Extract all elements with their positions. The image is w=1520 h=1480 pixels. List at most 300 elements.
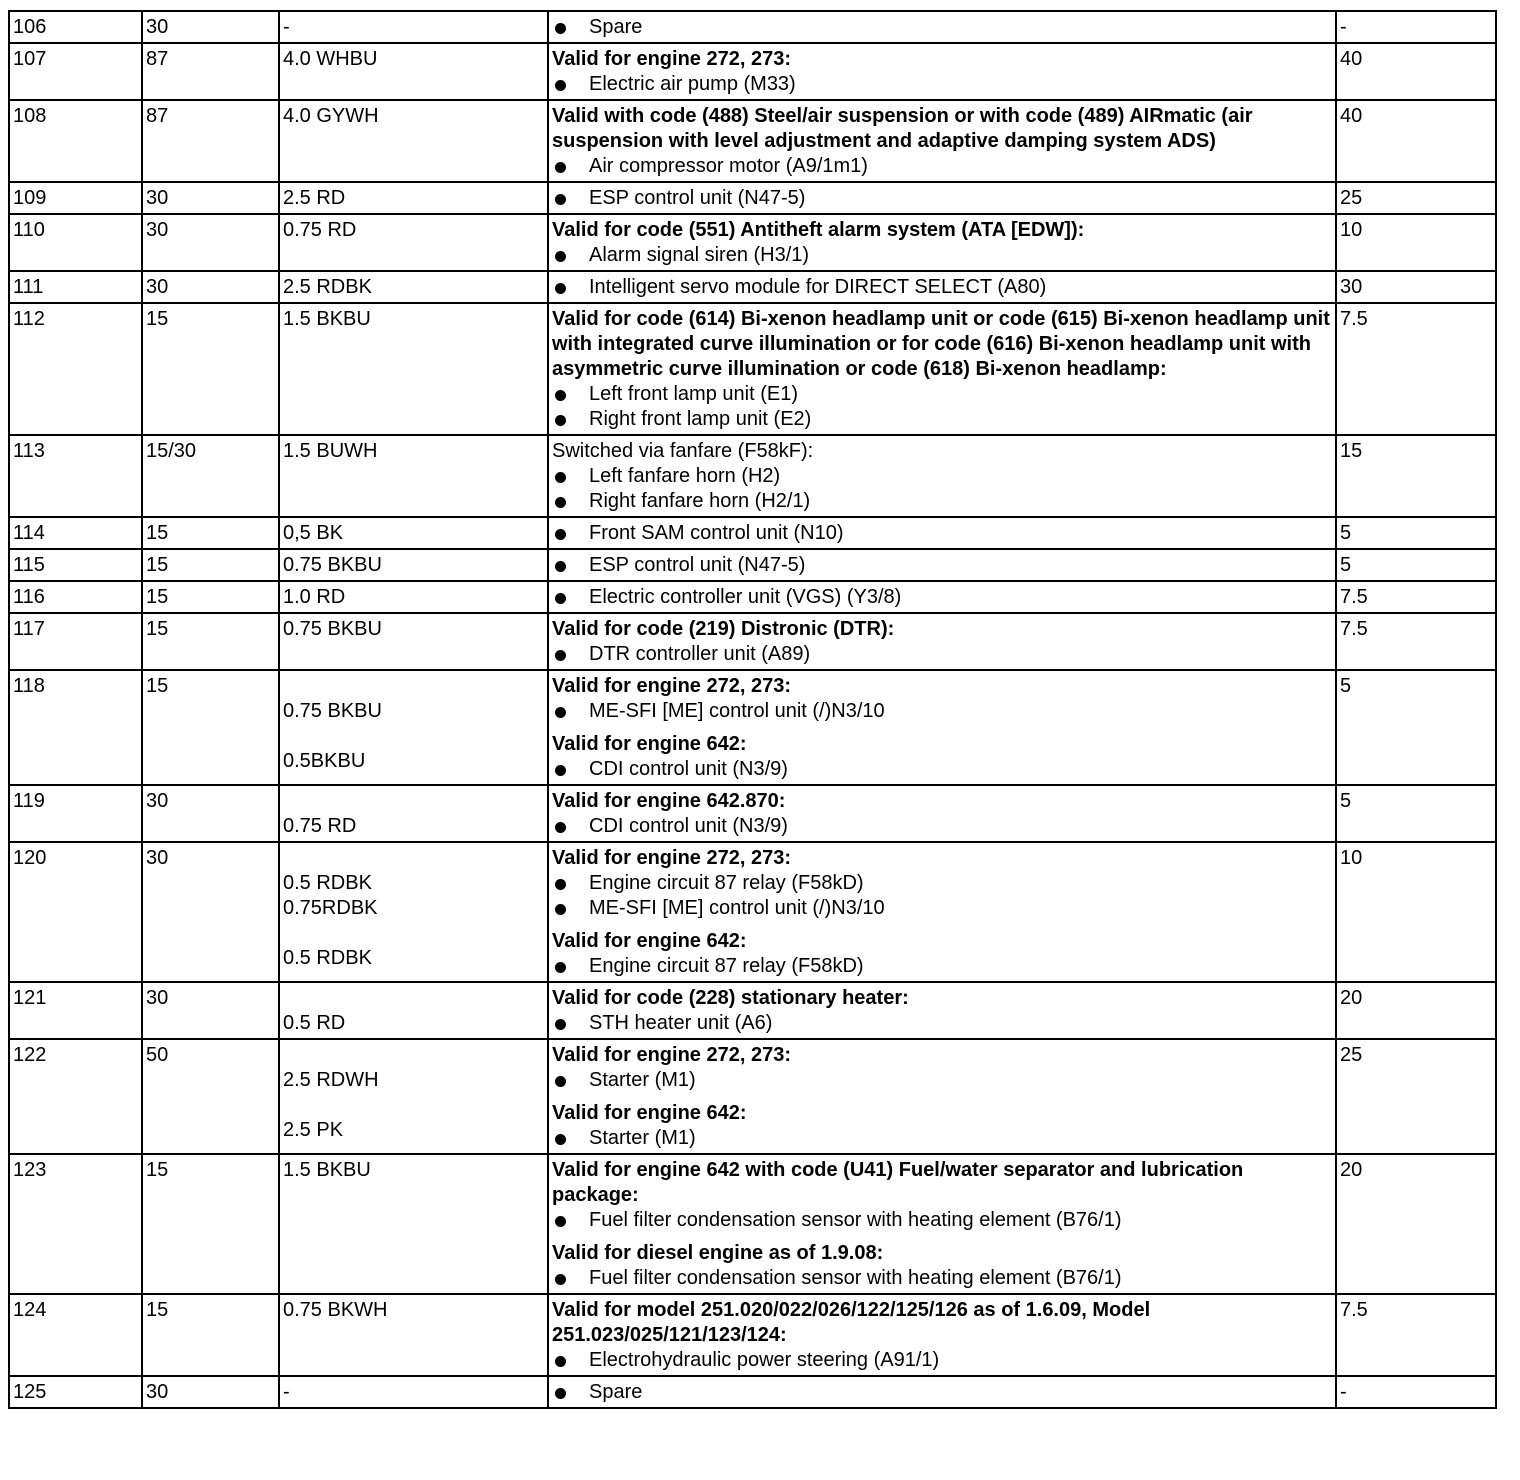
wire-spec: - [283,1381,290,1403]
component-label: Engine circuit 87 relay (F58kD) [589,955,864,977]
fuse-rating: 30 [1340,276,1363,298]
bullet-icon [555,1019,566,1030]
fuse-number: 120 [13,847,47,869]
terminal-value: 30 [146,987,169,1009]
wire-cell [279,1039,548,1154]
terminal-value: 15 [146,586,169,608]
fuse-rating: 5 [1340,790,1352,812]
wire-spec: 0.75 BKBU [283,554,382,576]
description-cell [548,1294,1336,1376]
fuse-number: 112 [13,308,45,330]
component-item [552,382,1331,407]
wire-cell [279,1294,548,1376]
fuse-rating: 40 [1340,105,1363,127]
validity-heading: Valid for engine 642: [552,930,747,952]
fuse-rating: - [1340,1381,1347,1403]
wire-spec [283,1043,543,1068]
terminal-value: 30 [146,219,169,241]
terminal-cell [142,43,279,100]
bullet-icon [555,561,566,572]
bullet-icon [555,23,566,34]
wire-lines [283,307,543,332]
description-group [552,617,1331,667]
table-row [9,303,1496,435]
bullet-icon [555,904,566,915]
component-label: Left fanfare horn (H2) [589,465,781,487]
fuse-number-cell [9,43,142,100]
fuse-number-cell [9,1154,142,1294]
component-label: ESP control unit (N47-5) [589,554,806,576]
bullet-icon [555,194,566,205]
wire-cell [279,785,548,842]
component-item [552,585,1331,610]
component-label: Right fanfare horn (H2/1) [589,490,811,512]
component-item [552,1126,1331,1151]
description-cell [548,1376,1336,1408]
wire-lines [283,521,543,546]
bullet-icon [555,879,566,890]
fuse-number: 123 [13,1159,47,1181]
terminal-cell [142,785,279,842]
wire-cell [279,670,548,785]
validity-heading: Switched via fanfare (F58kF): [552,440,814,462]
description-cell [548,1039,1336,1154]
component-item [552,814,1331,839]
wire-cell [279,517,548,549]
table-row [9,613,1496,670]
fuse-table [8,10,1497,1409]
fuse-rating-cell [1336,303,1496,435]
component-item [552,1068,1331,1093]
terminal-cell [142,581,279,613]
description-group [552,521,1331,546]
fuse-rating-cell [1336,517,1496,549]
component-item [552,489,1331,514]
terminal-value: 30 [146,16,169,38]
component-item [552,186,1331,211]
component-item [552,699,1331,724]
terminal-cell [142,982,279,1039]
bullet-icon [555,1134,566,1145]
validity-heading: Valid with code (488) Steel/air suspension or with code (489) AIRmatic (air suspension with level adjustment and adaptive damping system ADS) [552,105,1253,152]
fuse-rating-cell [1336,271,1496,303]
fuse-number-cell [9,11,142,43]
description-group [552,186,1331,211]
wire-cell [279,549,548,581]
wire-spec: 1.5 BKBU [283,308,371,330]
wire-spec [283,986,543,1011]
wire-cell [279,435,548,517]
fuse-rating: 10 [1340,219,1363,241]
wire-cell [279,982,548,1039]
bullet-icon [555,822,566,833]
fuse-rating-cell [1336,670,1496,785]
terminal-value: 30 [146,276,169,298]
bullet-icon [555,1388,566,1399]
description-group [552,439,1331,514]
fuse-rating-cell [1336,182,1496,214]
wire-lines [283,1043,543,1143]
wire-spec: 0.5BKBU [283,750,366,772]
terminal-cell [142,11,279,43]
wire-cell [279,842,548,982]
component-label: Electric controller unit (VGS) (Y3/8) [589,586,902,608]
bullet-icon [555,1076,566,1087]
bullet-icon [555,283,566,294]
bullet-icon [555,472,566,483]
table-row [9,271,1496,303]
terminal-cell [142,271,279,303]
wire-spec: - [283,16,290,38]
description-group [552,1380,1331,1405]
fuse-number: 124 [13,1299,47,1321]
fuse-rating-cell [1336,100,1496,182]
validity-heading: Valid for code (614) Bi-xenon headlamp unit or code (615) Bi-xenon headlamp unit with integrated curve illumination or for code (616) Bi-xenon headlamp unit with asymmetric curve illumination or code (618) Bi-xenon headlamp: [552,308,1330,380]
table-row [9,435,1496,517]
fuse-rating-cell [1336,842,1496,982]
fuse-number-cell [9,271,142,303]
description-group [552,674,1331,724]
component-item [552,521,1331,546]
table-row [9,182,1496,214]
wire-spec: 4.0 WHBU [283,48,378,70]
wire-lines [283,553,543,578]
fuse-number: 117 [13,618,45,640]
bullet-icon [555,497,566,508]
fuse-rating: 7.5 [1340,308,1368,330]
terminal-cell [142,1376,279,1408]
terminal-cell [142,214,279,271]
table-row [9,100,1496,182]
table-row [9,1039,1496,1154]
fuse-number-cell [9,435,142,517]
component-item [552,642,1331,667]
fuse-rating-cell [1336,435,1496,517]
fuse-rating: 20 [1340,987,1363,1009]
table-row [9,842,1496,982]
component-item [552,1380,1331,1405]
bullet-icon [555,390,566,401]
fuse-number: 121 [13,987,47,1009]
bullet-icon [555,962,566,973]
description-group [552,1298,1331,1373]
component-label: CDI control unit (N3/9) [589,815,788,837]
bullet-icon [555,1216,566,1227]
wire-lines [283,1380,543,1405]
wire-cell [279,613,548,670]
component-item [552,553,1331,578]
terminal-value: 15 [146,1299,169,1321]
bullet-icon [555,650,566,661]
wire-spec: 0.75RDBK [283,897,378,919]
table-row [9,517,1496,549]
wire-cell [279,1154,548,1294]
terminal-cell [142,182,279,214]
bullet-icon [555,80,566,91]
terminal-value: 87 [146,105,169,127]
description-cell [548,435,1336,517]
description-group [552,846,1331,921]
fuse-number-cell [9,670,142,785]
terminal-value: 30 [146,187,169,209]
fuse-number-cell [9,982,142,1039]
fuse-rating: 10 [1340,847,1363,869]
wire-lines [283,789,543,839]
terminal-value: 15 [146,554,169,576]
terminal-cell [142,517,279,549]
component-label: Fuel filter condensation sensor with heating element (B76/1) [589,1267,1122,1289]
terminal-value: 15 [146,675,169,697]
validity-heading: Valid for engine 642: [552,1102,747,1124]
validity-heading: Valid for engine 272, 273: [552,48,791,70]
terminal-value: 50 [146,1044,169,1066]
description-group [552,732,1331,782]
wire-lines [283,674,543,774]
terminal-value: 15 [146,618,169,640]
component-item [552,757,1331,782]
fuse-rating: 5 [1340,675,1352,697]
description-cell [548,785,1336,842]
wire-lines [283,846,543,971]
fuse-number-cell [9,785,142,842]
component-item [552,15,1331,40]
wire-cell [279,43,548,100]
description-group [552,585,1331,610]
table-row [9,214,1496,271]
component-item [552,1208,1331,1233]
fuse-number-cell [9,1294,142,1376]
description-group [552,986,1331,1036]
description-group [552,307,1331,432]
wire-lines [283,275,543,300]
bullet-icon [555,162,566,173]
terminal-cell [142,613,279,670]
wire-spec: 2.5 RDBK [283,276,372,298]
component-item [552,464,1331,489]
description-cell [548,670,1336,785]
component-label: Engine circuit 87 relay (F58kD) [589,872,864,894]
description-group [552,789,1331,839]
component-label: Intelligent servo module for DIRECT SELECT (A80) [589,276,1047,298]
fuse-number-cell [9,613,142,670]
wire-cell [279,100,548,182]
validity-heading: Valid for engine 642 with code (U41) Fuel/water separator and lubrication package: [552,1159,1244,1206]
terminal-value: 30 [146,1381,169,1403]
table-row [9,1294,1496,1376]
component-label: CDI control unit (N3/9) [589,758,788,780]
bullet-icon [555,1356,566,1367]
component-label: DTR controller unit (A89) [589,643,811,665]
terminal-cell [142,100,279,182]
component-item [552,1348,1331,1373]
wire-cell [279,182,548,214]
description-cell [548,11,1336,43]
wire-spec: 1.5 BKBU [283,1159,371,1181]
bullet-icon [555,593,566,604]
bullet-icon [555,765,566,776]
component-label: Starter (M1) [589,1069,696,1091]
description-cell [548,271,1336,303]
terminal-cell [142,1154,279,1294]
validity-heading: Valid for model 251.020/022/026/122/125/126 as of 1.6.09, Model 251.023/025/121/123/124: [552,1299,1151,1346]
terminal-cell [142,303,279,435]
wire-spec: 0.75 BKBU [283,700,382,722]
validity-heading: Valid for engine 642.870: [552,790,786,812]
fuse-rating-cell [1336,1154,1496,1294]
fuse-rating: 25 [1340,187,1363,209]
terminal-cell [142,549,279,581]
description-group [552,47,1331,97]
description-cell [548,517,1336,549]
wire-cell [279,271,548,303]
description-group [552,1241,1331,1291]
wire-spec: 2.5 PK [283,1119,344,1141]
description-cell [548,43,1336,100]
wire-spec [283,846,543,871]
wire-spec [283,724,543,749]
description-cell [548,303,1336,435]
wire-lines [283,15,543,40]
description-group [552,104,1331,179]
fuse-number: 113 [13,440,45,462]
wire-spec [283,921,543,946]
terminal-value: 30 [146,790,169,812]
fuse-number: 109 [13,187,47,209]
wire-spec [283,1093,543,1118]
terminal-value: 15 [146,522,169,544]
component-item [552,154,1331,179]
wire-spec: 0.5 RD [283,1012,346,1034]
description-cell [548,982,1336,1039]
component-label: Fuel filter condensation sensor with heating element (B76/1) [589,1209,1122,1231]
fuse-rating: 40 [1340,48,1363,70]
component-item [552,72,1331,97]
component-label: Alarm signal siren (H3/1) [589,244,810,266]
fuse-number-cell [9,517,142,549]
validity-heading: Valid for engine 272, 273: [552,675,791,697]
component-label: STH heater unit (A6) [589,1012,773,1034]
component-label: Spare [589,1381,643,1403]
component-label: Electrohydraulic power steering (A91/1) [589,1349,940,1371]
component-item [552,954,1331,979]
fuse-number-cell [9,581,142,613]
component-item [552,896,1331,921]
description-group [552,1043,1331,1093]
fuse-number-cell [9,1376,142,1408]
wire-spec: 1.0 RD [283,586,346,608]
wire-lines [283,439,543,464]
wire-spec: 0.5 RDBK [283,872,372,894]
description-cell [548,842,1336,982]
wire-cell [279,11,548,43]
terminal-cell [142,1294,279,1376]
wire-spec: 0.75 RD [283,815,357,837]
wire-spec: 1.5 BUWH [283,440,378,462]
component-item [552,871,1331,896]
wire-cell [279,581,548,613]
validity-heading: Valid for code (228) stationary heater: [552,987,909,1009]
table-row [9,982,1496,1039]
wire-spec: 4.0 GYWH [283,105,379,127]
validity-heading: Valid for diesel engine as of 1.9.08: [552,1242,884,1264]
wire-spec [283,674,543,699]
fuse-rating-cell [1336,1294,1496,1376]
terminal-value: 15/30 [146,440,197,462]
bullet-icon [555,415,566,426]
component-label: Left front lamp unit (E1) [589,383,798,405]
fuse-number: 106 [13,16,47,38]
component-label: ME-SFI [ME] control unit (/)N3/10 [589,897,885,919]
bullet-icon [555,251,566,262]
fuse-number: 108 [13,105,47,127]
fuse-number-cell [9,303,142,435]
table-row [9,1376,1496,1408]
terminal-cell [142,435,279,517]
component-label: ME-SFI [ME] control unit (/)N3/10 [589,700,885,722]
component-label: Front SAM control unit (N10) [589,522,844,544]
table-row [9,785,1496,842]
component-label: ESP control unit (N47-5) [589,187,806,209]
fuse-number: 122 [13,1044,47,1066]
table-row [9,1154,1496,1294]
description-group [552,553,1331,578]
component-label: Starter (M1) [589,1127,696,1149]
fuse-rating-cell [1336,613,1496,670]
fuse-rating-cell [1336,214,1496,271]
description-cell [548,1154,1336,1294]
bullet-icon [555,707,566,718]
wire-spec: 2.5 RDWH [283,1069,379,1091]
validity-heading: Valid for engine 272, 273: [552,847,791,869]
wire-cell [279,303,548,435]
wire-spec: 0.75 BKWH [283,1299,388,1321]
terminal-value: 15 [146,308,169,330]
fuse-rating-cell [1336,43,1496,100]
fuse-number: 125 [13,1381,47,1403]
fuse-number: 118 [13,675,45,697]
wire-spec [283,789,543,814]
terminal-value: 15 [146,1159,169,1181]
component-label: Electric air pump (M33) [589,73,796,95]
description-group [552,275,1331,300]
wire-lines [283,186,543,211]
fuse-rating: - [1340,16,1347,38]
fuse-number: 110 [13,219,45,241]
wire-lines [283,986,543,1036]
terminal-cell [142,842,279,982]
validity-heading: Valid for code (219) Distronic (DTR): [552,618,895,640]
table-row [9,581,1496,613]
fuse-rating: 20 [1340,1159,1363,1181]
fuse-number-cell [9,182,142,214]
fuse-rating: 7.5 [1340,586,1368,608]
table-row [9,670,1496,785]
table-row [9,11,1496,43]
validity-heading: Valid for code (551) Antitheft alarm system (ATA [EDW]): [552,219,1085,241]
component-label: Air compressor motor (A9/1m1) [589,155,868,177]
terminal-value: 87 [146,48,169,70]
terminal-value: 30 [146,847,169,869]
description-group [552,218,1331,268]
wire-lines [283,1158,543,1183]
wire-spec: 0.75 BKBU [283,618,382,640]
fuse-rating-cell [1336,11,1496,43]
fuse-number-cell [9,842,142,982]
fuse-rating-cell [1336,785,1496,842]
table-row [9,549,1496,581]
component-label: Right front lamp unit (E2) [589,408,812,430]
terminal-cell [142,1039,279,1154]
